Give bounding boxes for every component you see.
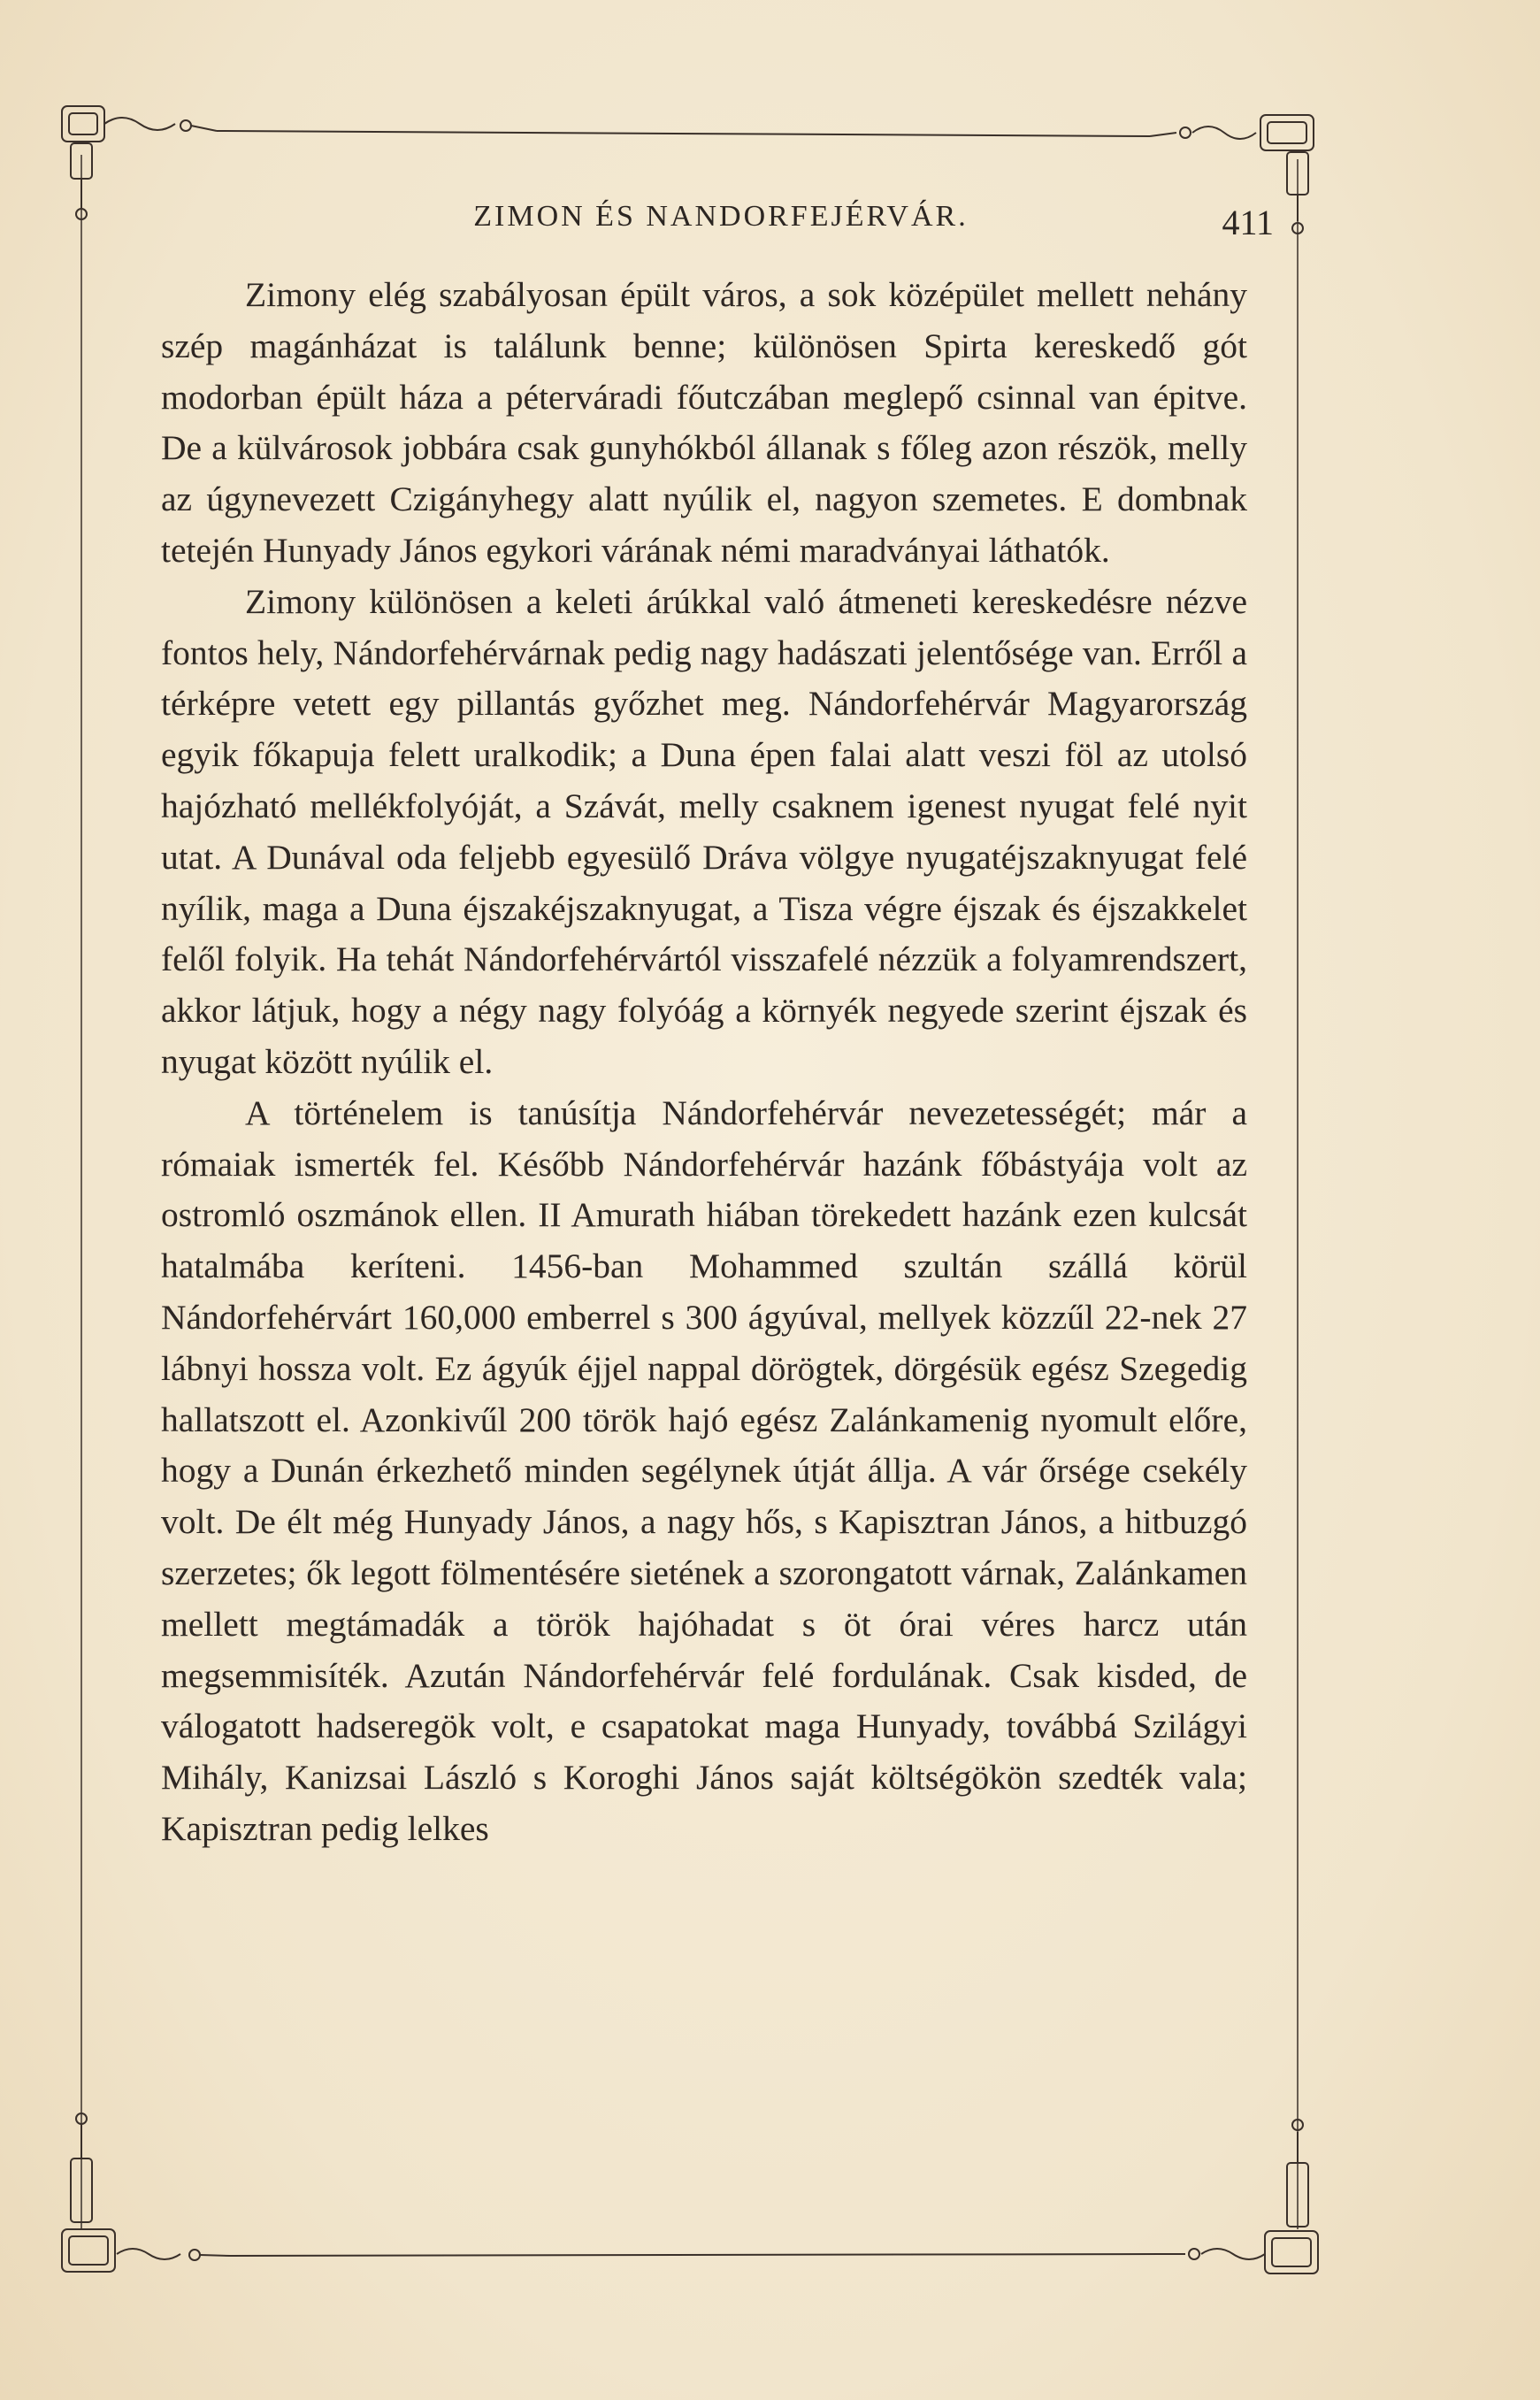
paragraph: Zimony elég szabályosan épült város, a sok középület mellett nehány szép magánházat is találunk benne; különösen Spirta kereskedő gót modorban épült háza a péterváradi főutczában meglepő csinnal van épitve. De a külvárosok jobbára csak gunyhókból állanak s főleg azon részök, melly az úgynevezett Czigányhegy alatt nyúlik el, nagyon szemetes. E dombnak tetején Hunyady János egykori várának némi maradványai láthatók. [161, 275, 1247, 570]
paragraph: A történelem is tanúsítja Nándorfehérvár nevezetességét; már a rómaiak ismerték fel. Később Nándorfehérvár hazánk főbástyája volt az ostromló oszmánok ellen. II Amurath hiában törekedett hazánk ezen kulcsát hatalmába keríteni. 1456-ban Mohammed szultán szállá körül Nándorfehérvárt 160,000 emberrel s 300 ágyúval, mellyek közzűl 22-nek 27 lábnyi hossza volt. Ez ágyúk éjjel nappal dörögtek, dörgésük egész Szegedig hallatszott el. Azonkivűl 200 török hajó egész Zalánkamenig nyomult előre, hogy a Dunán érkezhető minden segélynek útját állja. A vár őrsége csekély volt. De élt még Hunyady János, a nagy hős, s Kapisztran János, a hitbuzgó szerzetes; ők legott fölmentésére sietének a szorongatott várnak, Zalánkamen mellett megtámadák a török hajóhadat s öt órai véres harcz után megsemmisíték. Azután Nándorfehérvár felé fordulának. Csak kisded, de válogatott hadseregök volt, e csapatokat maga Hunyady, továbbá Szilágyi Mihály, Kanizsai László s Koroghi János saját költségökön szedték vala; Kapisztran pedig lelkes [161, 1093, 1247, 1848]
top-rule [217, 131, 1150, 136]
page-number: 411 [1222, 203, 1274, 242]
body-text [161, 270, 1247, 1855]
running-header [168, 193, 1274, 255]
bottom-rule [230, 2254, 1159, 2256]
corner-ornament-bottom-left [62, 2113, 230, 2272]
paragraph: Zimony különösen a keleti árúkkal való átmeneti kereskedésre nézve fontos hely, Nándorfehérvárnak pedig nagy hadászati jelentősége van. Erről a térképre vetett egy pillantás győzhet meg. Nándorfehérvár Magyarország egyik főkapuja felett uralkodik; a Duna épen falai alatt veszi föl az utolsó hajózható mellékfolyóját, a Szávát, melly csaknem igenest nyugat felé nyit utat. A Dunával oda feljebb egyesülő Dráva völgye nyugatéjszaknyugat felé nyílik, maga a Duna éjszakéjszaknyugat, a Tisza végre éjszak és éjszakkelet felől folyik. Ha tehát Nándorfehérvártól visszafelé nézzük a folyamrendszert, akkor látjuk, hogy a négy nagy folyóág a környék negyede szerint éjszak és nyugat között nyúlik el. [161, 581, 1247, 1081]
running-title: ZIMON ÉS NANDORFEJÉRVÁR. [473, 200, 969, 233]
corner-ornament-bottom-right [1159, 2120, 1318, 2273]
